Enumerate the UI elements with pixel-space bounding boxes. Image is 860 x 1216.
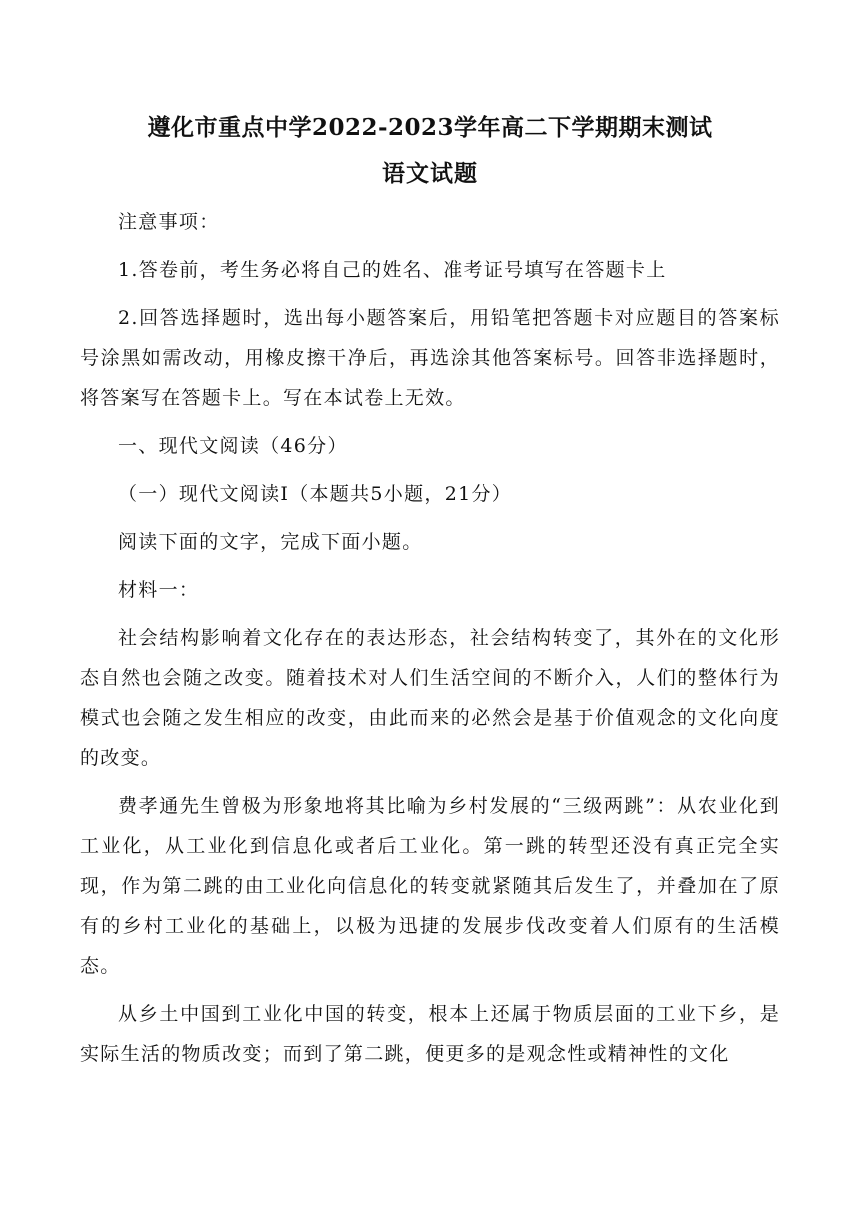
material-label: 材料一： — [118, 579, 200, 601]
subsection-heading: （一）现代文阅读Ⅰ（本题共5小题，21分） — [118, 483, 513, 505]
notice-heading: 注意事项： — [118, 211, 220, 233]
reading-instruction: 阅读下面的文字，完成下面小题。 — [118, 531, 423, 553]
body-paragraph: 费孝通先生曾极为形象地将其比喻为乡村发展的“三级两跳”：从农业化到工业化，从工业化到信息化或者后工业化。第一跳的转型还没有真正完全实现，作为第二跳的由工业化向信息化的转变就紧随其后发生了，并叠加在了原有的乡村工业化的基础上，以极为迅捷的发展步伐改变着人们原有的生活模态。 — [80, 795, 780, 977]
notice-item-2: 2.回答选择题时，选出每小题答案后，用铅笔把答题卡对应题目的答案标号涂黑如需改动，用橡皮擦干净后，再选涂其他答案标号。回答非选择题时，将答案写在答题卡上。写在本试卷上无效。 — [80, 307, 780, 409]
exam-page — [80, 108, 780, 1082]
body-paragraph: 从乡土中国到工业化中国的转变，根本上还属于物质层面的工业下乡，是实际生活的物质改变；而到了第二跳，便更多的是观念性或精神性的文化 — [80, 1003, 780, 1065]
exam-body — [80, 202, 780, 1074]
notice-item-1: 1.答卷前，考生务必将自己的姓名、准考证号填写在答题卡上 — [118, 259, 667, 281]
exam-subtitle: 语文试题 — [382, 160, 478, 187]
exam-title: 遵化市重点中学2022-2023学年高二下学期期末测试 — [147, 114, 713, 141]
section-heading: 一、现代文阅读（46分） — [118, 435, 348, 457]
body-paragraph: 社会结构影响着文化存在的表达形态，社会结构转变了，其外在的文化形态自然也会随之改变。随着技术对人们生活空间的不断介入，人们的整体行为模式也会随之发生相应的改变，由此而来的必然会是基于价值观念的文化向度的改变。 — [80, 627, 780, 769]
